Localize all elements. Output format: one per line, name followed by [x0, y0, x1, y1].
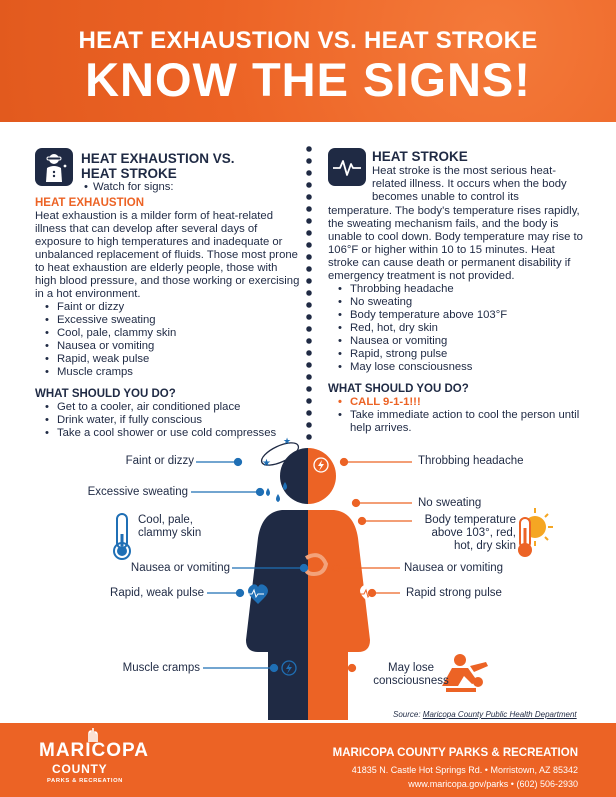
body-diagram	[0, 430, 616, 723]
cold-thermometer-icon	[114, 514, 130, 559]
list-item: • Take immediate action to cool the person until help arrives.	[340, 409, 583, 435]
source-credit: Source: Maricopa County Public Health Department	[393, 710, 577, 719]
list-item: • Throbbing headache	[340, 283, 583, 296]
diagram-label-strong-pulse: Rapid strong pulse	[406, 587, 502, 599]
footer	[0, 723, 616, 797]
heat-stroke-column	[328, 147, 583, 434]
list-item: • No sweating	[340, 296, 583, 309]
heat-exhaustion-paragraph: Heat exhaustion is a milder form of heat-related illness that can develop after several days of exposure to high temperatures and inadequate or unbalanced replacement of fluids. Those most prone to heat exhaustion are elderly people, those with high blood pressure, and those working or exercising in a hot environment.	[35, 210, 300, 300]
list-item: • Nausea or vomiting	[47, 340, 300, 353]
call-911: • CALL 9-1-1!!!	[340, 396, 583, 409]
list-item: • Nausea or vomiting	[340, 335, 583, 348]
logo-maricopa: MARICOPA	[39, 740, 150, 761]
list-item: • Faint or dizzy	[47, 301, 300, 314]
right-title: HEAT STROKE	[372, 149, 468, 164]
diagram-label-nausea-right: Nausea or vomiting	[404, 562, 504, 574]
footer-org-name: MARICOPA COUNTY PARKS & RECREATION	[332, 747, 578, 759]
footer-address: 41835 N. Castle Hot Springs Rd. • Morristown, AZ 85342	[351, 765, 578, 775]
right-what-heading: WHAT SHOULD YOU DO?	[328, 383, 469, 395]
list-item: • Get to a cooler, air conditioned place	[47, 401, 300, 414]
left-title: HEAT EXHAUSTION VS. HEAT STROKE	[81, 151, 235, 181]
list-item: • Excessive sweating	[47, 314, 300, 327]
diagram-label-cramps: Muscle cramps	[122, 662, 200, 674]
hot-thermometer-sun-icon	[518, 508, 553, 557]
stroke-body-half	[308, 448, 370, 720]
watch-for-signs: • Watch for signs:	[93, 181, 174, 194]
logo-county: COUNTY	[52, 762, 108, 776]
sweating-person-icon	[35, 148, 73, 186]
heat-stroke-signs	[340, 283, 583, 374]
list-item: • May lose consciousness	[340, 361, 583, 374]
diagram-label-faint: Faint or dizzy	[125, 455, 194, 467]
diagram-label-no-sweating: No sweating	[418, 497, 482, 509]
dotted-divider	[306, 143, 312, 443]
list-item: • Cool, pale, clammy skin	[47, 327, 300, 340]
footer-contact[interactable]: www.maricopa.gov/parks • (602) 506-2930	[408, 779, 578, 789]
list-item: • Rapid, weak pulse	[47, 353, 300, 366]
header-banner	[0, 0, 616, 122]
heat-exhaustion-column	[35, 147, 300, 440]
svg-text:★: ★	[283, 436, 292, 446]
svg-text:★: ★	[262, 458, 271, 469]
left-what-heading: WHAT SHOULD YOU DO?	[35, 388, 176, 400]
diagram-label-body-temp: Body temperature above 103°, red, hot, dry skin	[424, 514, 516, 552]
logo-tagline: PARKS & RECREATION	[47, 778, 123, 784]
list-item: • Red, hot, dry skin	[340, 322, 583, 335]
diagram-label-sweating: Excessive sweating	[87, 486, 188, 498]
diagram-label-cool-pale: Cool, pale, clammy skin	[138, 514, 202, 539]
list-item: • Muscle cramps	[47, 366, 300, 379]
exhaustion-body-half	[246, 448, 308, 720]
heat-stroke-paragraph: temperature. The body's temperature rises rapidly, the sweating mechanism fails, and the body is unable to cool down. Body temperature may rise to 106°F or higher within 10 to 15 minutes. Heat stroke can cause death or permanent disability if emergency treatment is not provided.	[328, 205, 583, 282]
heat-exhaustion-subhead: HEAT EXHAUSTION	[35, 197, 145, 209]
list-item: • Rapid, strong pulse	[340, 348, 583, 361]
list-item: • Drink water, if fully conscious	[47, 414, 300, 427]
heat-stroke-intro: Heat stroke is the most serious heat-related illness. It occurs when the body becomes unable to control its	[372, 165, 567, 203]
source-link[interactable]: Maricopa County Public Health Department	[422, 710, 577, 719]
diagram-label-consciousness: May lose consciousness	[373, 662, 449, 687]
list-item: • Take a cool shower or use cold compresses	[47, 427, 300, 440]
diagram-label-headache: Throbbing headache	[418, 455, 524, 467]
header-kicker: HEAT EXHAUSTION VS. HEAT STROKE	[78, 27, 538, 54]
header-headline: KNOW THE SIGNS!	[85, 53, 531, 106]
heat-exhaustion-signs	[47, 301, 300, 379]
diagram-label-nausea-left: Nausea or vomiting	[130, 562, 230, 574]
diagram-label-weak-pulse: Rapid, weak pulse	[110, 587, 204, 599]
heartbeat-monitor-icon	[328, 148, 366, 186]
sweat-drops-icon	[266, 482, 287, 502]
list-item: • Body temperature above 103°F	[340, 309, 583, 322]
